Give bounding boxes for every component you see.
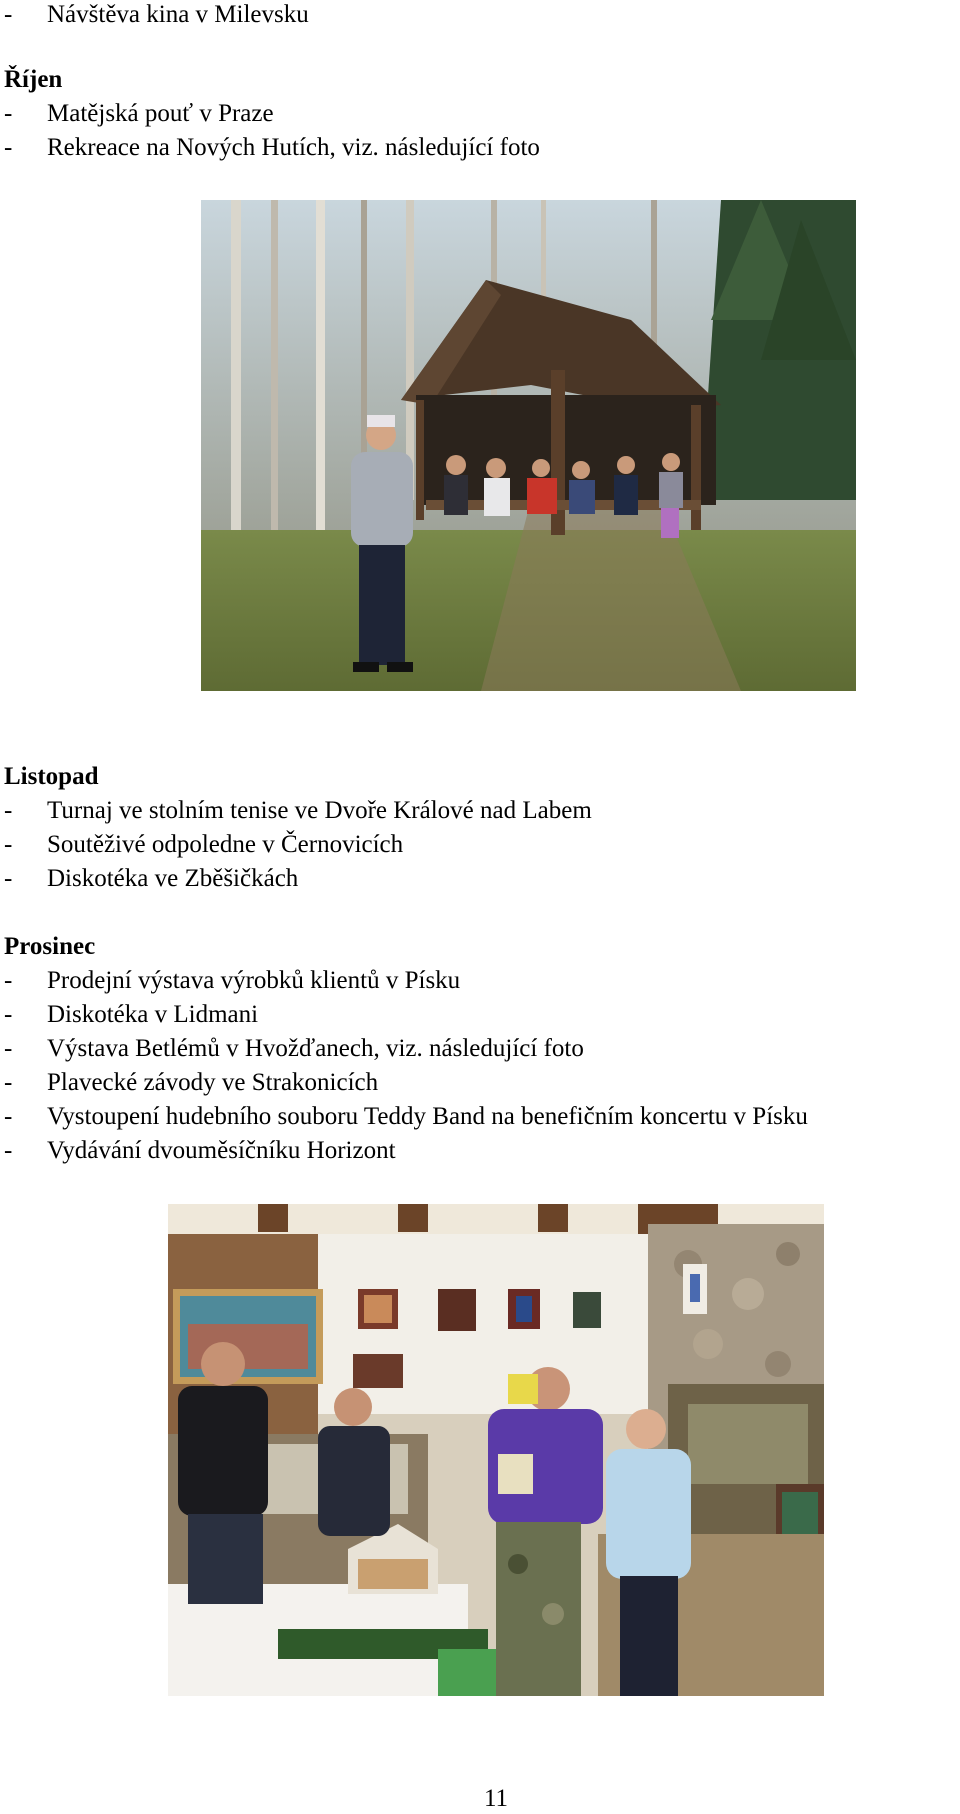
list-item-text: Diskotéka v Lidmani <box>47 1001 259 1028</box>
list-item-text: Prodejní výstava výrobků klientů v Písku <box>47 967 461 994</box>
bullet-dash: - <box>4 100 13 127</box>
list-item-text: Vystoupení hudebního souboru Teddy Band na benefičním koncertu v Písku <box>47 1103 808 1130</box>
list-item-text: Vydávání dvouměsíčníku Horizont <box>47 1137 396 1164</box>
bullet-dash: - <box>4 1035 13 1062</box>
list-item-text: Plavecké závody ve Strakonicích <box>47 1069 379 1096</box>
section-heading-prosinec: Prosinec <box>4 933 96 960</box>
bullet-dash: - <box>4 1001 13 1028</box>
bullet-dash: - <box>4 1103 13 1130</box>
photo-nativity-exhibition <box>168 1204 824 1696</box>
section-heading-listopad: Listopad <box>4 763 99 790</box>
list-item-text: Turnaj ve stolním tenise ve Dvoře Králové nad Labem <box>47 797 592 824</box>
bullet-dash: - <box>4 865 13 892</box>
bullet-dash: - <box>4 1137 13 1164</box>
photo-forest-shelter <box>201 200 856 691</box>
list-item-text: Matějská pouť v Praze <box>47 100 274 127</box>
section-heading-rijen: Říjen <box>4 66 63 93</box>
bullet-dash: - <box>4 1069 13 1096</box>
list-item-text: Diskotéka ve Zběšičkách <box>47 865 299 892</box>
bullet-dash: - <box>4 134 13 161</box>
bullet-dash: - <box>4 797 13 824</box>
bullet-dash: - <box>4 1 13 28</box>
bullet-dash: - <box>4 831 13 858</box>
list-item-text: Návštěva kina v Milevsku <box>47 1 309 28</box>
list-item-text: Soutěživé odpoledne v Černovicích <box>47 831 404 858</box>
list-item-text: Rekreace na Nových Hutích, viz. následující foto <box>47 134 540 161</box>
bullet-dash: - <box>4 967 13 994</box>
page-number: 11 <box>483 1785 509 1812</box>
list-item-text: Výstava Betlémů v Hvožďanech, viz. následující foto <box>47 1035 584 1062</box>
